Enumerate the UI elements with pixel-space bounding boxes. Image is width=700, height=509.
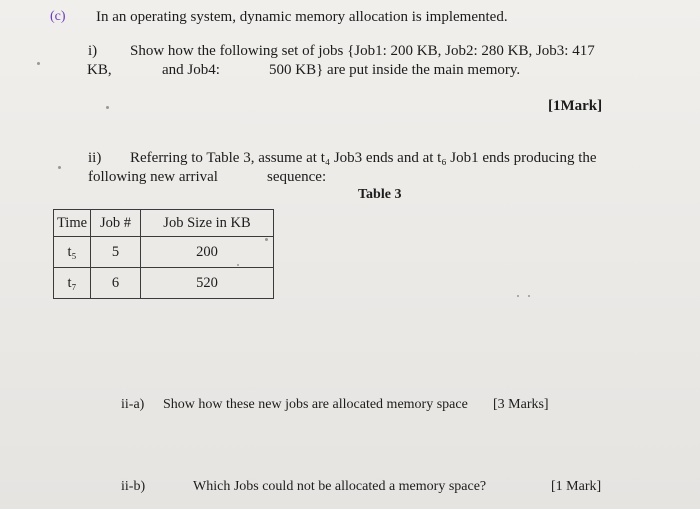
cell-time: t₇	[54, 268, 91, 299]
paper-speck	[106, 106, 109, 109]
paper-speck	[58, 166, 61, 169]
question-i-marks: [1Mark]	[548, 98, 603, 114]
jobs-table	[53, 209, 274, 299]
question-iia-text: Show how these new jobs are allocated memory space	[163, 397, 468, 412]
table-row	[54, 237, 274, 268]
paper-speck	[528, 295, 530, 297]
cell-job: 6	[91, 268, 141, 299]
intro-text: In an operating system, dynamic memory allocation is implemented.	[96, 9, 508, 25]
question-ii-line1: Referring to Table 3, assume at t₄ Job3 ends and at t₆ Job1 ends producing the	[130, 150, 597, 166]
question-i-number: i)	[88, 43, 98, 59]
question-i-line1: Show how the following set of jobs {Job1: 200 KB, Job2: 280 KB, Job3: 417	[130, 43, 595, 59]
cell-size: 520	[141, 268, 274, 299]
question-i-line2-job4: and Job4:	[162, 62, 220, 78]
question-iib-marks: [1 Mark]	[551, 479, 602, 494]
paper-speck	[517, 295, 519, 297]
question-i-line2-kb: KB,	[87, 62, 112, 78]
cell-time: t₅	[54, 237, 91, 268]
cell-job: 5	[91, 237, 141, 268]
question-ii-number: ii)	[88, 150, 102, 166]
question-iia-marks: [3 Marks]	[493, 397, 549, 412]
header-time: Time	[54, 210, 91, 237]
table-caption: Table 3	[358, 187, 402, 202]
header-job-size: Job Size in KB	[141, 210, 274, 237]
question-ii-line2-sequence: sequence:	[267, 169, 327, 185]
question-iia-label: ii-a)	[121, 397, 145, 412]
cell-size: 200	[141, 237, 274, 268]
header-job-number: Job #	[91, 210, 141, 237]
question-i-line2-rest: 500 KB} are put inside the main memory.	[269, 62, 521, 78]
question-iib-text: Which Jobs could not be allocated a memory space?	[193, 479, 487, 494]
question-iib-label: ii-b)	[121, 479, 146, 494]
table-header-row	[54, 210, 274, 237]
table-row	[54, 268, 274, 299]
question-ii-line2: following new arrival	[88, 169, 218, 185]
paper-speck	[37, 62, 40, 65]
part-label: (c)	[50, 9, 66, 24]
